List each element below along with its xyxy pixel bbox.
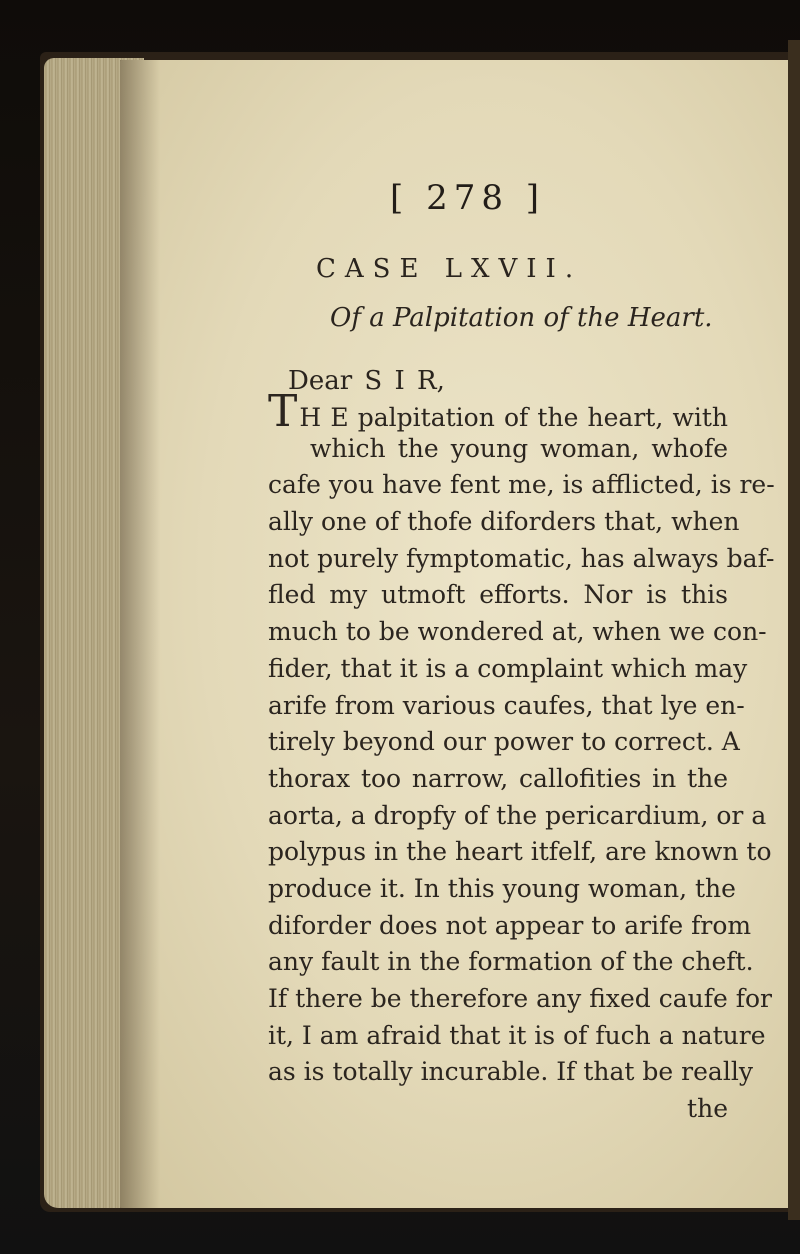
case-subtitle: Of a Palpitation of the Heart.: [330, 303, 713, 333]
text-line: arife from various caufes, that lye en-: [268, 690, 745, 720]
gutter-shadow: [120, 60, 160, 1208]
text-line: thorax too narrow, callofities in the: [268, 763, 728, 793]
text-line-content: H E palpitation of the heart, with: [299, 403, 728, 432]
page-number: [ 278 ]: [390, 178, 546, 218]
text-line: aorta, a dropfy of the pericardium, or a: [268, 800, 767, 830]
text-line: ally one of thofe diforders that, when: [268, 507, 740, 537]
text-line: as is totally incurable. If that be really: [268, 1057, 753, 1087]
case-title: CASE LXVII.: [316, 254, 583, 284]
text-line: which the young woman, whofe: [310, 433, 728, 463]
text-line: polypus in the heart itfelf, are known to: [268, 837, 772, 867]
text-line: produce it. In this young woman, the: [268, 873, 736, 903]
drop-cap: T: [268, 386, 298, 437]
catchword: the: [687, 1094, 728, 1124]
text-line: diforder does not appear to arife from: [268, 910, 752, 940]
body-text: [268, 386, 775, 1128]
text-line: any fault in the formation of the cheft.: [268, 947, 754, 977]
salutation: Dear S I R,: [288, 366, 445, 396]
text-line: tirely beyond our power to correct. A: [268, 727, 740, 757]
text-line: much to be wondered at, when we con-: [268, 617, 767, 647]
text-line: fled my utmoft efforts. Nor is this: [268, 580, 728, 610]
text-line: not purely fymptomatic, has always baf-: [268, 543, 775, 573]
text-line: If there be therefore any fixed caufe for: [268, 984, 772, 1013]
text-line: cafe you have fent me, is afflicted, is re-: [268, 470, 775, 500]
text-line: fider, that it is a complaint which may: [268, 653, 748, 683]
text-line: [268, 386, 728, 437]
right-page-edge: [788, 40, 800, 1220]
text-line: it, I am afraid that it is of fuch a nature: [268, 1020, 766, 1050]
